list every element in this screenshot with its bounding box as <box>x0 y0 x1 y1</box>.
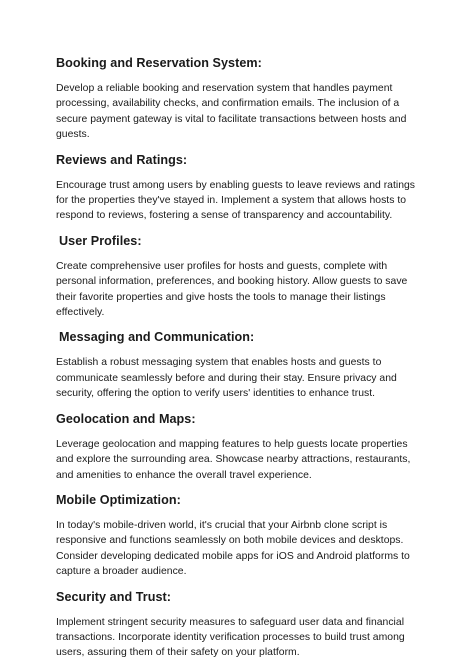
section-heading: Security and Trust: <box>56 589 172 604</box>
section-body: Establish a robust messaging system that enables hosts and guests to communicate seamlessly before and during their stay. Ensure privacy and security, offering the option to verify users' identities to enhance trust. <box>56 357 397 400</box>
section-body: Leverage geolocation and mapping features to help guests locate properties and explore the surrounding area. Showcase nearby attractions, restaurants, and amenities to enhance the overall travel experience. <box>56 438 411 481</box>
section-geolocation-maps <box>56 411 418 483</box>
section-heading: Mobile Optimization: <box>56 492 181 507</box>
section-security-trust <box>56 589 418 661</box>
section-heading: Reviews and Ratings: <box>56 152 188 167</box>
section-heading: User Profiles: <box>59 233 142 248</box>
section-heading: Messaging and Communication: <box>59 330 255 345</box>
section-body: Create comprehensive user profiles for hosts and guests, complete with personal information, preferences, and booking history. Allow guests to save their favorite properties and give hosts the tools to manage their listings effectively. <box>56 260 408 319</box>
section-messaging-communication <box>56 329 418 401</box>
section-booking-reservation <box>56 55 418 143</box>
section-heading: Geolocation and Maps: <box>56 411 196 426</box>
section-body: In today's mobile-driven world, it's crucial that your Airbnb clone script is responsive and functions seamlessly on both mobile devices and desktops. Consider developing dedicated mobile apps for iOS and Android platforms to capture a broader audience. <box>56 519 410 578</box>
section-reviews-ratings <box>56 152 418 224</box>
section-body: Encourage trust among users by enabling guests to leave reviews and ratings for the properties they've stayed in. Implement a system that allows hosts to respond to reviews, fostering a sense of transparency and accountability. <box>56 179 416 222</box>
section-mobile-optimization <box>56 492 418 580</box>
section-heading: Booking and Reservation System: <box>56 56 262 70</box>
section-user-profiles <box>56 233 418 321</box>
section-body: Develop a reliable booking and reservation system that handles payment processing, availability checks, and confirmation emails. The inclusion of a secure payment gateway is vital to facilitate transactions between hosts and guests. <box>56 83 407 141</box>
section-body: Implement stringent security measures to safeguard user data and financial transactions. Incorporate identity verification processes to build trust among users, assuring them of their safety on your platform. <box>56 616 405 659</box>
